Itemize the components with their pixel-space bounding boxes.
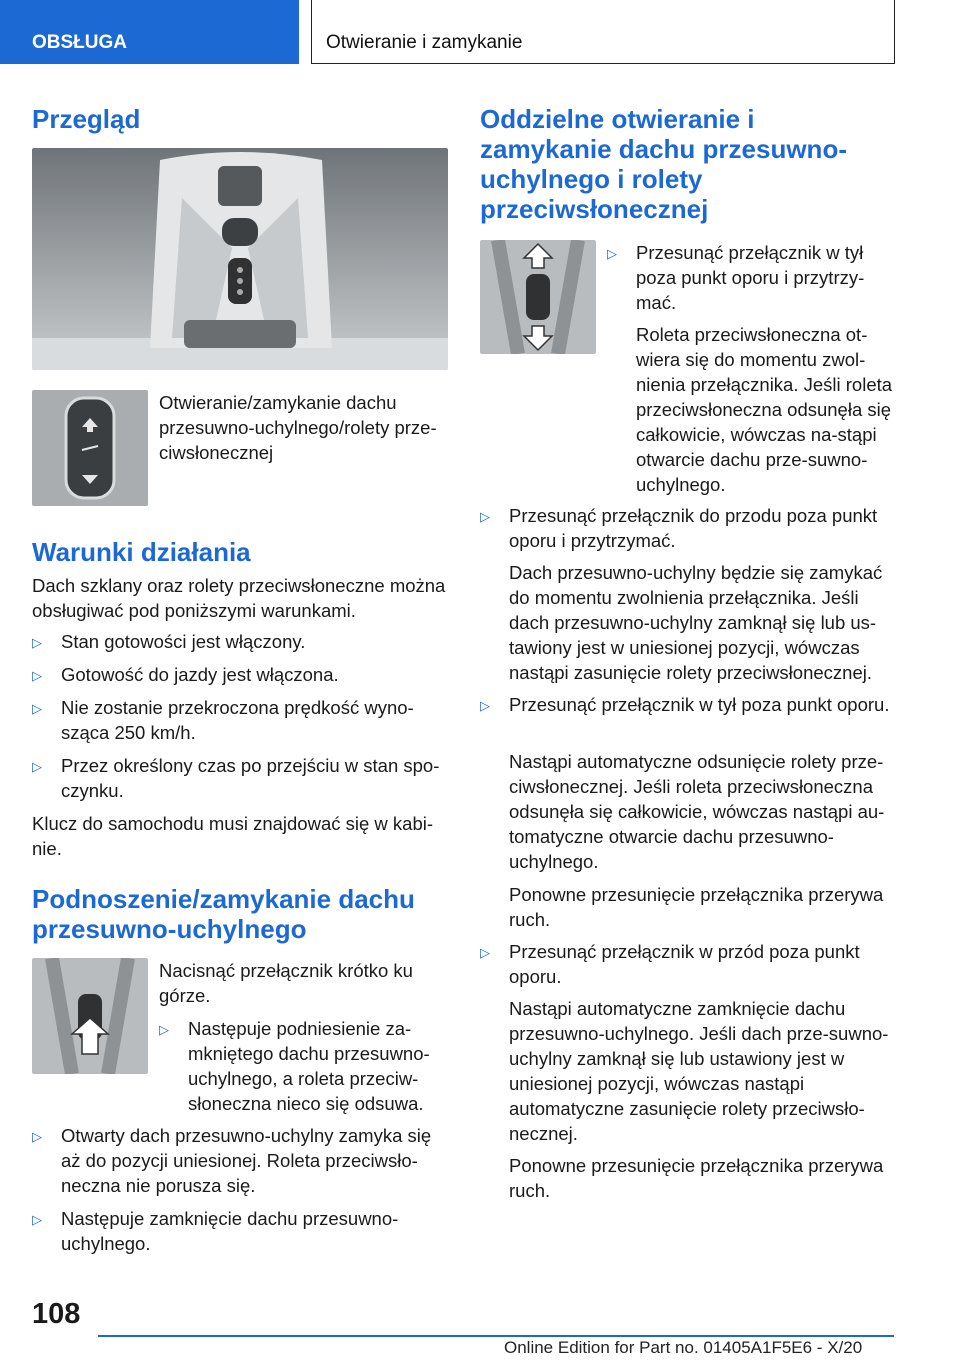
roof-console-image [32, 148, 448, 370]
list-item-detail: Nastąpi automatyczne zamknięcie dachu przesuwno-uchylnego. Jeśli dach prze-suwno-uchylny zamknął się lub ustawiony jest w uniesionej pozycji, wówczas nastąpi automatyczne zasunięcie rolety przeciwsło-necznej. [509, 998, 889, 1144]
list-item: ▷ Gotowość do jazdy jest włączona. [32, 662, 448, 687]
list-item-detail: Ponowne przesunięcie przełącznika przerywa ruch. [509, 1155, 884, 1201]
overview-heading: Przegląd [32, 104, 141, 134]
switch-caption: Otwieranie/zamykanie dachu przesuwno-uchylnego/rolety prze-ciwsłonecznej [159, 392, 437, 463]
list-item: ▷ Następuje podniesienie za-mkniętego dachu przesuwno-uchylnego, a roleta przeciw-słoneczna nieco się odsuwa. [159, 1018, 430, 1114]
triangle-bullet-icon: ▷ [32, 668, 42, 683]
list-item: ▷ Przesunąć przełącznik w tył poza punkt oporu. [480, 692, 896, 717]
triangle-bullet-icon: ▷ [32, 701, 42, 716]
list-item: ▷ Nie zostanie przekroczona prędkość wyno-sząca 250 km/h. [32, 697, 414, 743]
key-note: Klucz do samochodu musi znajdować się w kabi-nie. [32, 813, 434, 859]
list-item: ▷ Następuje zamknięcie dachu przesuwno-uchylnego. [32, 1208, 399, 1254]
separate-switch-image [480, 240, 596, 354]
list-item: ▷ Otwarty dach przesuwno-uchylny zamyka się aż do pozycji uniesionej. Roleta przeciwsło-neczna nie porusza się. [32, 1125, 432, 1196]
triangle-bullet-icon: ▷ [159, 1022, 169, 1037]
list-item-detail: Roleta przeciwsłoneczna ot-wiera się do momentu zwol-nienia przełącznika. Jeśli roleta przeciwsłoneczna odsunęła się całkowicie, wówczas na-stąpi otwarcie dachu prze-suwno-uchylnego. [636, 324, 893, 495]
list-item-detail: Ponowne przesunięcie przełącznika przerywa ruch. [509, 884, 884, 930]
chapter-label: Otwieranie i zamykanie [326, 32, 523, 53]
triangle-bullet-icon: ▷ [32, 1129, 42, 1144]
list-item-detail: Nastąpi automatyczne odsunięcie rolety prze-ciwsłonecznej. Jeśli roleta przeciwsłoneczna odsunęła się całkowicie, wówczas nastąpi au-tomatyczne otwarcie dachu przesuwno-uchylnego. [509, 751, 885, 872]
triangle-bullet-icon: ▷ [32, 635, 42, 650]
list-item: ▷ Przesunąć przełącznik w tył poza punkt oporu i przytrzy-mać. [607, 242, 865, 313]
triangle-bullet-icon: ▷ [480, 698, 490, 713]
conditions-intro: Dach szklany oraz rolety przeciwsłoneczne można obsługiwać pod poniższymi warunkami. [32, 575, 446, 621]
triangle-bullet-icon: ▷ [32, 759, 42, 774]
list-item: ▷ Przesunąć przełącznik do przodu poza punkt oporu i przytrzymać. [480, 505, 878, 551]
separate-heading: Oddzielne otwieranie i zamykanie dachu przesuwno-uchylnego i rolety przeciwsłonecznej [480, 104, 847, 224]
triangle-bullet-icon: ▷ [480, 945, 490, 960]
chapter-tab [311, 0, 895, 64]
conditions-heading: Warunki działania [32, 537, 251, 567]
lift-intro: Nacisnąć przełącznik krótko ku górze. [159, 960, 413, 1006]
page-number: 108 [32, 1298, 81, 1330]
lift-switch-image [32, 958, 148, 1074]
section-label: OBSŁUGA [32, 32, 127, 53]
list-item-detail: Dach przesuwno-uchylny będzie się zamykać do momentu zwolnienia przełącznika. Jeśli dach przesuwno-uchylny zamknął się lub us-tawiony jest w uniesionej pozycji, wówczas nastąpi zasunięcie rolety przeciwsłonecznej. [509, 562, 883, 683]
section-tab [0, 0, 299, 64]
triangle-bullet-icon: ▷ [32, 1212, 42, 1227]
list-item: ▷ Przesunąć przełącznik w przód poza punkt oporu. [480, 941, 860, 987]
triangle-bullet-icon: ▷ [607, 246, 617, 261]
edition-note: Online Edition for Part no. 01405A1F5E6 - X/20 [504, 1338, 863, 1357]
footer-rule [98, 1335, 894, 1337]
triangle-bullet-icon: ▷ [480, 509, 490, 524]
lift-heading: Podnoszenie/zamykanie dachu przesuwno-uchylnego [32, 884, 415, 944]
list-item: ▷ Przez określony czas po przejściu w stan spo-czynku. [32, 755, 440, 801]
list-item: ▷ Stan gotowości jest włączony. [32, 629, 448, 654]
slide-switch-image [32, 390, 148, 506]
